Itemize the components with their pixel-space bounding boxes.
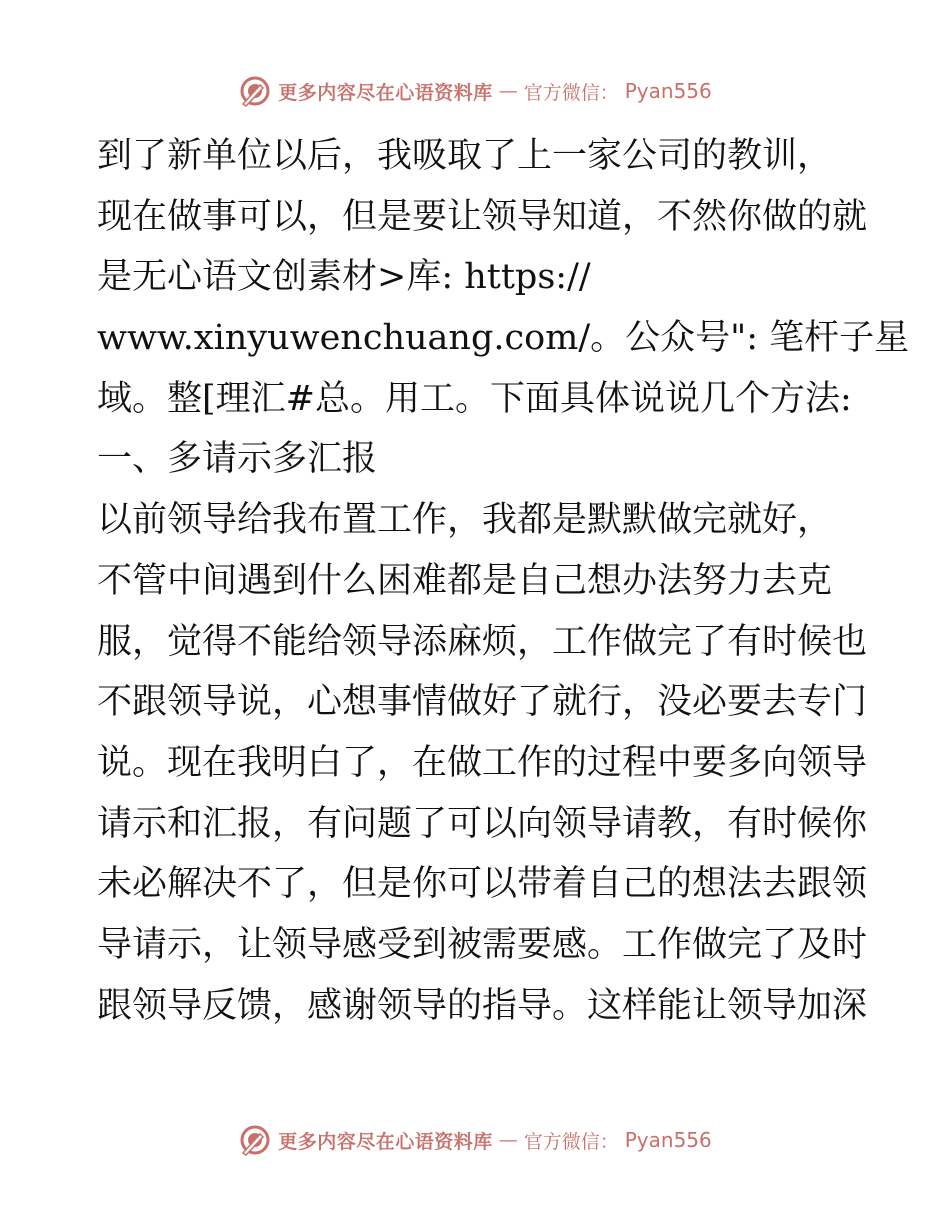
watermark-sub-text: 官方微信：	[523, 1130, 619, 1153]
watermark-wechat-id: Pyan556	[624, 79, 712, 103]
body-line: 服，觉得不能给领导添麻烦，工作做完了有时候也	[97, 621, 868, 662]
footer-watermark	[0, 1120, 950, 1160]
watermark-main-text: 更多内容尽在心语资料库	[278, 81, 493, 104]
watermark-dash: —	[498, 80, 518, 102]
header-watermark	[0, 71, 950, 111]
body-line: 域。整[理汇#总。用工。下面具体说说几个方法:	[97, 378, 852, 419]
body-line: www.xinyuwenchuang.com/。公众号": 笔杆子星	[97, 318, 910, 359]
body-line: 不跟领导说，心想事情做好了就行，没必要去专门	[97, 682, 868, 723]
body-line: 请示和汇报，有问题了可以向领导请教，有时候你	[97, 803, 868, 844]
watermark-dash: —	[498, 1129, 518, 1151]
section-heading: 一、多请示多汇报	[97, 439, 378, 480]
pen-logo-icon	[238, 1123, 272, 1157]
watermark-sub-text: 官方微信：	[523, 81, 619, 104]
body-line: 到了新单位以后，我吸取了上一家公司的教训，	[97, 136, 833, 176]
body-line: 未必解决不了，但是你可以带着自己的想法去跟领	[97, 864, 868, 905]
body-line: 是无心语文创素材>库: https://	[97, 257, 591, 298]
pen-logo-icon	[238, 74, 272, 108]
body-line: 不管中间遇到什么困难都是自己想办法努力去克	[97, 560, 833, 601]
body-line: 跟领导反馈，感谢领导的指导。这样能让领导加深	[97, 985, 868, 1026]
watermark-wechat-id: Pyan556	[624, 1128, 712, 1152]
body-line: 以前领导给我布置工作，我都是默默做完就好，	[97, 500, 833, 541]
watermark-main-text: 更多内容尽在心语资料库	[278, 1130, 493, 1153]
body-line: 导请示，让领导感受到被需要感。工作做完了及时	[97, 924, 868, 965]
document-body	[97, 126, 910, 1036]
body-line: 说。现在我明白了，在做工作的过程中要多向领导	[97, 742, 868, 783]
body-line: 现在做事可以，但是要让领导知道，不然你做的就	[97, 196, 868, 237]
